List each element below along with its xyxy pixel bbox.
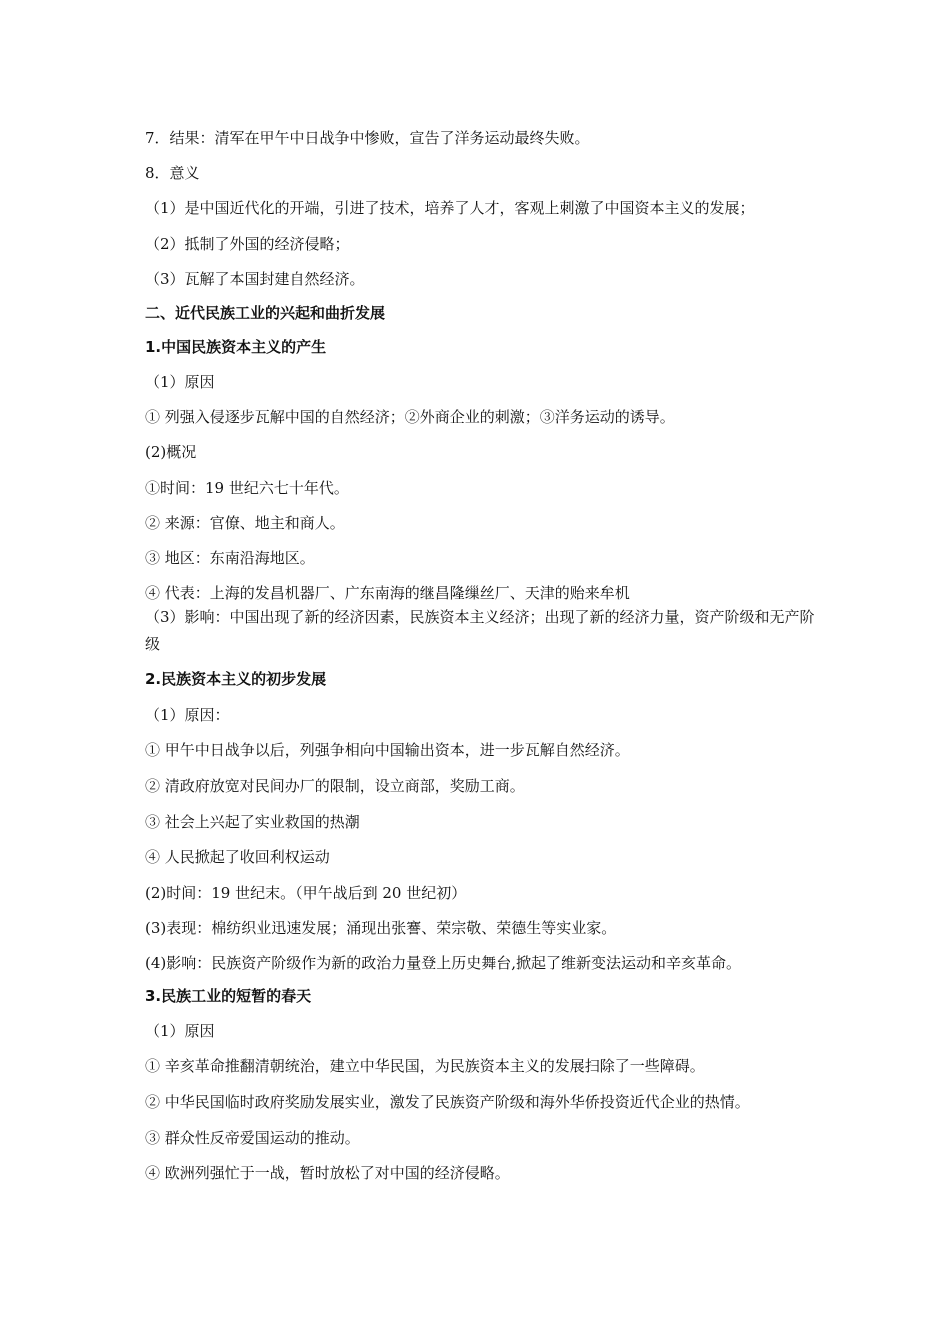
cause-label-2: （1）原因： [145,706,230,724]
result-line: 7．结果：清军在甲午中日战争中惨败，宣告了洋务运动最终失败。 [145,129,590,147]
subsection-heading-2: 2.民族资本主义的初步发展 [145,670,327,688]
cause-item-1: ① 甲午中日战争以后，列强争相向中国输出资本，进一步瓦解自然经济。 [145,741,630,759]
overview-label: (2)概况 [145,443,197,461]
cause-label-3: （1）原因 [145,1022,215,1040]
subsection-heading-1: 1.中国民族资本主义的产生 [145,338,327,356]
significance-item-2: （2）抵制了外国的经济侵略； [145,235,350,253]
overview-time: ①时间：19 世纪六七十年代。 [145,479,349,497]
overview-source: ② 来源：官僚、地主和商人。 [145,514,345,532]
overview-representatives: ④ 代表：上海的发昌机器厂、广东南海的继昌隆缫丝厂、天津的贻来牟机 [145,584,630,602]
significance-heading: 8．意义 [145,164,200,182]
spring-cause-3: ③ 群众性反帝爱国运动的推动。 [145,1129,360,1147]
cause-item-4: ④ 人民掀起了收回利权运动 [145,848,330,866]
time-line: (2)时间：19 世纪末。（甲午战后到 20 世纪初） [145,884,467,902]
spring-cause-2: ② 中华民国临时政府奖励发展实业，激发了民族资产阶级和海外华侨投资近代企业的热情。 [145,1093,750,1111]
cause-list: ① 列强入侵逐步瓦解中国的自然经济；②外商企业的刺激；③洋务运动的诱导。 [145,408,675,426]
section-heading-2: 二、近代民族工业的兴起和曲折发展 [145,304,386,322]
cause-item-3: ③ 社会上兴起了实业救国的热潮 [145,813,360,831]
subsection-heading-3: 3.民族工业的短暂的春天 [145,987,312,1005]
significance-item-1: （1）是中国近代化的开端，引进了技术，培养了人才，客观上刺激了中国资本主义的发展； [145,199,755,217]
overview-region: ③ 地区：东南沿海地区。 [145,549,315,567]
performance-line: (3)表现：棉纺织业迅速发展；涌现出张謇、荣宗敬、荣德生等实业家。 [145,919,617,937]
significance-item-3: （3）瓦解了本国封建自然经济。 [145,270,365,288]
spring-cause-4: ④ 欧洲列强忙于一战，暂时放松了对中国的经济侵略。 [145,1164,510,1182]
spring-cause-1: ① 辛亥革命推翻清朝统治，建立中华民国，为民族资本主义的发展扫除了一些障碍。 [145,1057,705,1075]
cause-item-2: ② 清政府放宽对民间办厂的限制，设立商部，奖励工商。 [145,777,525,795]
cause-label: （1）原因 [145,373,215,391]
impact-paragraph: （3）影响：中国出现了新的经济因素，民族资本主义经济；出现了新的经济力量，资产阶级和无产阶级 [145,608,815,653]
influence-line: (4)影响：民族资产阶级作为新的政治力量登上历史舞台,掀起了维新变法运动和辛亥革命。 [145,954,742,972]
